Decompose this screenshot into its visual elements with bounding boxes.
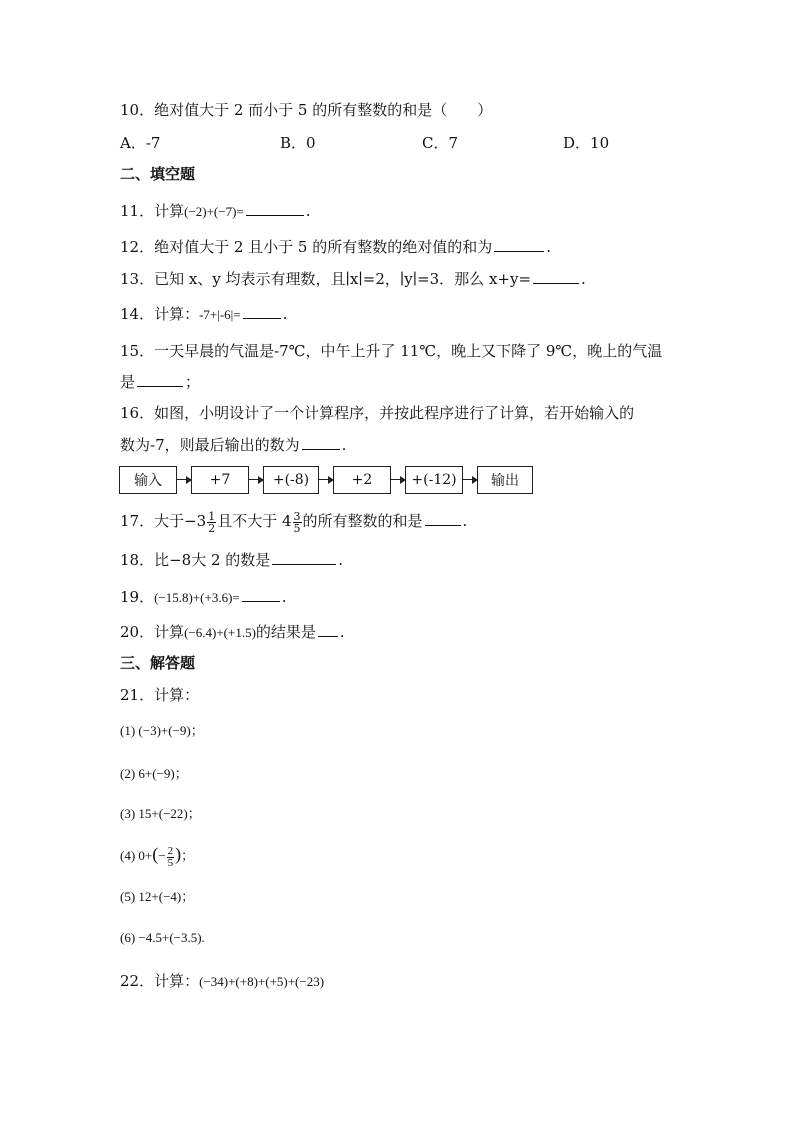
q16-suffix: . <box>341 436 347 454</box>
q20-expression: (−6.4)+(+1.5) <box>184 625 256 640</box>
q21-item-1: (1) (−3)+(−9)； <box>120 723 204 738</box>
q18-suffix: . <box>338 551 344 569</box>
question-20 <box>120 621 345 644</box>
fraction-numerator: 2 <box>167 844 174 857</box>
flow-arrow <box>319 479 333 480</box>
question-15-line1: 15．一天早晨的气温是-7℃，中午上升了 11℃，晚上又下降了 9℃，晚上的气温 <box>120 342 663 360</box>
fraction-three-fifths <box>293 511 302 534</box>
answer-blank <box>272 550 336 565</box>
answer-blank <box>533 269 579 284</box>
question-21-title: 21．计算： <box>120 686 200 704</box>
q15-line2-text: 是 <box>120 373 136 391</box>
answer-blank <box>302 435 340 450</box>
flow-arrow <box>463 479 477 480</box>
fraction-denominator: 2 <box>208 521 216 535</box>
q14-expression: -7+|-6|= <box>199 307 241 322</box>
q21-item-5: (5) 12+(−4)； <box>120 889 195 904</box>
q17-suffix: . <box>462 512 468 530</box>
flow-arrow <box>391 479 405 480</box>
flow-arrow <box>177 479 191 480</box>
answer-blank <box>246 201 304 216</box>
q19-expression: (−15.8)+(+3.6)= <box>154 590 240 605</box>
q21-item4-suffix: ； <box>181 848 195 863</box>
answer-blank <box>243 304 281 319</box>
q16-line2-text: 数为-7，则最后输出的数为 <box>120 436 300 454</box>
q14-prefix: 14．计算： <box>120 305 200 323</box>
question-18 <box>120 549 343 571</box>
fraction-two-fifths <box>167 846 175 869</box>
flow-box-step3: +2 <box>333 466 391 494</box>
option-d: D．10 <box>563 134 610 152</box>
question-10: 10．绝对值大于 2 而小于 5 的所有整数的和是（ ） <box>120 101 493 119</box>
fraction-numerator: 1 <box>208 509 216 523</box>
q13-text: 13．已知 x、y 均表示有理数，且∣x∣=2，∣y∣=3．那么 x+y= <box>120 270 532 288</box>
answer-blank <box>318 622 338 637</box>
fraction-denominator: 5 <box>167 856 174 869</box>
flow-box-input: 输入 <box>119 466 177 494</box>
section-fill-in-heading: 二、填空题 <box>120 165 196 183</box>
question-14 <box>120 303 287 326</box>
flow-arrow <box>249 479 263 480</box>
option-b: B．0 <box>280 134 316 152</box>
section-solve-heading: 三、解答题 <box>120 654 196 672</box>
q22-expression: (−34)+(+8)+(+5)+(−23) <box>199 974 325 989</box>
q21-item-4 <box>120 843 194 869</box>
q17-part3: 的所有整数的和是 <box>302 512 423 530</box>
q12-suffix: . <box>546 238 552 256</box>
q22-prefix: 22．计算： <box>120 972 200 990</box>
fraction-one-half <box>207 511 216 534</box>
question-22 <box>120 970 324 993</box>
answer-blank <box>494 237 544 252</box>
q21-item-2: (2) 6+(−9)； <box>120 766 188 781</box>
question-16-line1: 16．如图，小明设计了一个计算程序，并按此程序进行了计算，若开始输入的 <box>120 404 635 422</box>
q15-suffix: ； <box>185 373 201 391</box>
q20-mid: 的结果是 <box>255 623 316 641</box>
answer-blank <box>137 372 183 387</box>
option-c: C．7 <box>422 134 459 152</box>
paren-left: ( <box>152 844 159 864</box>
q19-prefix: 19． <box>120 588 155 606</box>
question-12 <box>120 236 551 258</box>
flow-box-step4: +(-12) <box>405 466 463 494</box>
question-11 <box>120 200 311 223</box>
q13-suffix: . <box>581 270 586 288</box>
q17-part2: 且不大于 4 <box>217 512 292 530</box>
question-15-line2 <box>120 371 200 393</box>
answer-blank <box>425 511 461 526</box>
option-a: A．-7 <box>120 134 161 152</box>
question-19 <box>120 586 287 609</box>
q18-text: 18．比−8大 2 的数是 <box>120 551 271 569</box>
fraction-denominator: 5 <box>293 521 301 535</box>
question-13 <box>120 268 586 290</box>
question-17 <box>120 510 467 534</box>
q11-suffix: . <box>305 202 311 220</box>
q21-item-6: (6) −4.5+(−3.5). <box>120 930 205 945</box>
paren-right: ) <box>175 844 182 864</box>
q11-prefix: 11．计算 <box>120 202 185 220</box>
q21-item4-prefix: (4) 0+ <box>120 848 153 863</box>
q21-item4-sign: − <box>158 848 166 863</box>
answer-blank <box>242 587 280 602</box>
flow-box-output: 输出 <box>477 466 533 494</box>
flow-box-step1: +7 <box>191 466 249 494</box>
q19-suffix: . <box>281 588 287 606</box>
q11-expression: (−2)+(−7)= <box>184 204 244 219</box>
q20-suffix: . <box>339 623 345 641</box>
flow-box-step2: +(-8) <box>263 466 319 494</box>
q14-suffix: . <box>282 305 288 323</box>
fraction-numerator: 3 <box>293 509 301 523</box>
question-16-line2 <box>120 434 346 456</box>
q21-item-3: (3) 15+(−22)； <box>120 806 201 821</box>
q20-prefix: 20．计算 <box>120 623 185 641</box>
q17-part1: 17．大于−3 <box>120 512 207 530</box>
q12-text: 12．绝对值大于 2 且小于 5 的所有整数的绝对值的和为 <box>120 238 493 256</box>
